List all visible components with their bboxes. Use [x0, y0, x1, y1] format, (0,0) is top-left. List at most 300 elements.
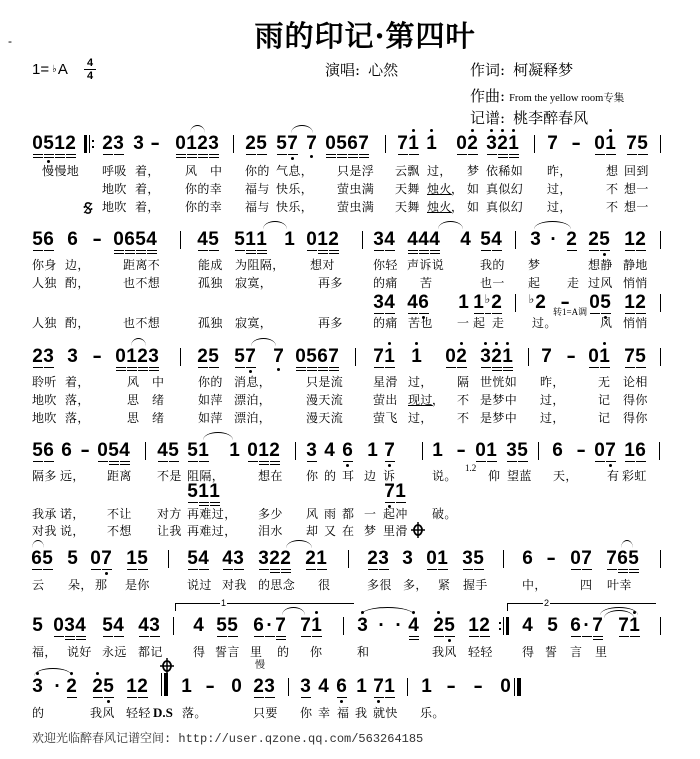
- note-symbol: 0: [231, 676, 242, 697]
- rest: [445, 347, 456, 367]
- underline: [571, 636, 581, 637]
- barline: [660, 550, 661, 568]
- note-symbol: -: [560, 292, 571, 313]
- lyric-text: 过，: [427, 164, 452, 178]
- underline: [276, 639, 286, 640]
- note-symbol: 1: [229, 440, 240, 461]
- underline: [246, 253, 256, 254]
- note: [347, 134, 358, 154]
- note: [253, 616, 264, 636]
- lyric-text: 酌，: [65, 276, 90, 290]
- underline: [147, 250, 157, 251]
- note-symbol: 5: [43, 133, 54, 154]
- underline: [33, 157, 43, 158]
- lyric-text: 永远: [102, 645, 127, 659]
- note-symbol: 4: [222, 548, 233, 569]
- underline: [492, 367, 502, 368]
- note-symbol: 3: [64, 615, 75, 636]
- lyric-text: 里: [250, 645, 263, 659]
- underline: [176, 157, 186, 158]
- note-group: [475, 441, 497, 461]
- note: [67, 549, 78, 569]
- note: [566, 230, 577, 250]
- underline: [374, 697, 384, 698]
- note: [599, 347, 610, 367]
- lyric-text: 是梦中: [480, 393, 518, 407]
- underline: [127, 569, 137, 570]
- lyric-text: 一: [457, 316, 470, 330]
- underline: [509, 154, 519, 155]
- note-group: [384, 441, 395, 461]
- underline: [487, 461, 497, 462]
- lyric-text: 过，: [408, 411, 433, 425]
- note: [157, 441, 168, 461]
- barline: [534, 135, 535, 153]
- note-symbol: 2: [635, 292, 646, 313]
- underline: [254, 697, 264, 698]
- note-symbol: 2: [497, 133, 508, 154]
- note-symbol: -: [92, 346, 103, 367]
- note-symbol: 3: [402, 548, 413, 569]
- lyric-text: 都: [342, 507, 355, 521]
- lyric-line: [0, 200, 700, 214]
- lyric-text: 漫天流: [306, 411, 344, 425]
- barline: [660, 135, 661, 153]
- lyric-text: 不让: [107, 507, 132, 521]
- octave-dot-above: [603, 342, 606, 345]
- note-symbol: 4: [407, 229, 418, 250]
- underline: [636, 367, 646, 368]
- duration-dash: [150, 134, 161, 154]
- underline: [474, 313, 484, 314]
- lyric-text: 梦: [528, 258, 541, 272]
- lyric-text: 是你: [125, 578, 150, 592]
- note: [149, 616, 160, 636]
- coda-icon: [411, 522, 425, 538]
- note-group: [566, 347, 577, 367]
- underline: [474, 569, 484, 570]
- underline: [492, 313, 502, 314]
- note-symbol: 6: [418, 292, 429, 313]
- dal-segno-instruction: D.S: [153, 705, 173, 720]
- rest: [115, 347, 126, 367]
- underline: [582, 636, 592, 637]
- underline: [158, 461, 168, 462]
- barline: [173, 617, 174, 635]
- rhythm-dot: [264, 616, 275, 636]
- octave-dot-below: [448, 639, 451, 642]
- note-group: [157, 441, 179, 461]
- note-group: [594, 134, 616, 154]
- note: [384, 347, 395, 367]
- underline: [593, 636, 603, 637]
- lyric-text: 星滑: [373, 375, 398, 389]
- octave-dot-below: [346, 464, 349, 467]
- note-group: [67, 230, 78, 250]
- lyric-line: [0, 276, 700, 290]
- note: [126, 549, 137, 569]
- lyric-text: 云飘: [395, 164, 420, 178]
- lyric-text: 孤独: [198, 276, 223, 290]
- note-symbol: 3: [480, 346, 491, 367]
- note: [187, 441, 198, 461]
- note-symbol: 7: [547, 133, 558, 154]
- lyric-text: 不: [457, 411, 470, 425]
- note: [480, 230, 491, 250]
- lyric-text: 落。: [182, 706, 207, 720]
- note: [468, 616, 479, 636]
- duration-dash: [446, 677, 457, 697]
- note: [31, 549, 42, 569]
- lyric-text: 过，: [547, 182, 572, 196]
- underline: [317, 569, 327, 570]
- note-group: [528, 293, 546, 313]
- octave-dot-above: [506, 342, 509, 345]
- note: [306, 347, 317, 367]
- underline: [235, 367, 245, 368]
- note-symbol: -: [150, 133, 161, 154]
- underline: [33, 250, 43, 251]
- note: [198, 549, 209, 569]
- note: [305, 549, 316, 569]
- lyric-text: 聆听: [32, 375, 57, 389]
- note-symbol: 0: [53, 615, 64, 636]
- note-group: [305, 549, 327, 569]
- underline: [379, 569, 389, 570]
- note-symbol: 0: [426, 548, 437, 569]
- lyric-text: 耳: [342, 469, 355, 483]
- note-group: [300, 616, 322, 636]
- barline: [528, 348, 529, 366]
- lyric-text: 漫天流: [306, 393, 344, 407]
- underline: [43, 569, 53, 570]
- annotation-text: 1.2: [465, 463, 477, 473]
- barline: [515, 231, 516, 249]
- underline: [187, 154, 197, 155]
- note-symbol: 2: [635, 229, 646, 250]
- note-symbol: 6: [43, 440, 54, 461]
- note-symbol: 1: [426, 133, 437, 154]
- note: [32, 441, 43, 461]
- underline: [630, 636, 640, 637]
- note: [32, 677, 43, 697]
- note: [113, 616, 124, 636]
- lyric-text: 就快: [373, 706, 398, 720]
- note-symbol: 3: [133, 133, 144, 154]
- octave-dot-above: [388, 342, 391, 345]
- note-symbol: 1: [421, 676, 432, 697]
- note: [600, 293, 611, 313]
- note-group: [193, 616, 204, 636]
- lyric-text: 快乐，: [276, 182, 314, 196]
- note-symbol: 7: [245, 346, 256, 367]
- note-symbol: 5: [137, 548, 148, 569]
- octave-dot-above: [430, 129, 433, 132]
- note-symbol: 3: [148, 346, 159, 367]
- note-group: [397, 134, 419, 154]
- note: [168, 441, 179, 461]
- note-symbol: 1: [502, 346, 513, 367]
- note-symbol: 7: [384, 440, 395, 461]
- underline: [595, 154, 605, 155]
- note-symbol: 1: [624, 292, 635, 313]
- note: [429, 230, 440, 250]
- barline: [422, 442, 423, 460]
- note-symbol: 1: [411, 346, 422, 367]
- note-symbol: 7: [581, 548, 592, 569]
- note: [146, 230, 157, 250]
- lyric-text: 却: [306, 524, 319, 538]
- note: [458, 293, 469, 313]
- lyric-text: 落，: [65, 411, 90, 425]
- rest: [325, 134, 336, 154]
- slur-tie: [438, 221, 463, 229]
- note-symbol: 5: [336, 133, 347, 154]
- note: [418, 230, 429, 250]
- note-symbol: 3: [233, 548, 244, 569]
- lyric-text: 为阻隔，: [235, 258, 285, 272]
- note-group: [187, 482, 220, 502]
- note: [245, 230, 256, 250]
- note: [284, 230, 295, 250]
- lyric-text: ，: [432, 393, 445, 407]
- note-symbol: 4: [384, 229, 395, 250]
- composer-label: 作曲:: [470, 87, 506, 105]
- note: [378, 549, 389, 569]
- underline: [582, 569, 592, 570]
- lyric-text: 过，: [408, 375, 433, 389]
- coda-icon: [160, 658, 174, 674]
- note-group: [547, 134, 558, 154]
- note: [624, 230, 635, 250]
- lyric-text: 言: [570, 645, 583, 659]
- octave-dot-above: [315, 611, 318, 614]
- underline: [116, 370, 126, 371]
- note-group: [571, 134, 582, 154]
- note-group: [408, 616, 419, 636]
- note-group: [473, 677, 484, 697]
- lyric-text: 你的: [245, 164, 270, 178]
- underline: [607, 569, 617, 570]
- note-symbol: 1: [54, 133, 65, 154]
- note: [432, 441, 443, 461]
- underline: [329, 253, 339, 254]
- lyric-text: 地吹: [102, 182, 127, 196]
- lyric-text: 你: [310, 645, 323, 659]
- note-symbol: -: [446, 676, 457, 697]
- note-symbol: 2: [467, 133, 478, 154]
- lyric-text: 彩虹: [622, 469, 647, 483]
- note-symbol: -: [80, 440, 91, 461]
- note: [367, 441, 378, 461]
- lyric-text: 里滑: [383, 524, 408, 538]
- note-symbol: 0: [90, 548, 101, 569]
- lyric-text: 你轻: [373, 258, 398, 272]
- lyric-line: [0, 578, 700, 592]
- note-symbol: 2: [269, 440, 280, 461]
- lyric-text: 乐。: [420, 706, 445, 720]
- lyric-text: 寂寞，: [235, 276, 273, 290]
- note-group: [480, 230, 502, 250]
- underline: [281, 572, 291, 573]
- note: [328, 230, 339, 250]
- lyric-text: 有: [607, 469, 620, 483]
- lyric-line: [0, 316, 700, 330]
- note: [234, 347, 245, 367]
- note-group: [624, 230, 646, 250]
- note-group: [67, 549, 78, 569]
- lyric-text: 起: [473, 316, 486, 330]
- note-symbol: 1: [599, 346, 610, 367]
- note-symbol: 3: [378, 548, 389, 569]
- note-group: [460, 230, 471, 250]
- lyric-text: 和: [357, 645, 370, 659]
- barline: [295, 442, 296, 460]
- lyric-text: 边: [364, 469, 377, 483]
- note-symbol: 6: [124, 229, 135, 250]
- note-symbol: 4: [197, 229, 208, 250]
- note-group: [324, 441, 335, 461]
- underline: [120, 464, 130, 465]
- lyric-text: 梦: [364, 524, 377, 538]
- note: [275, 616, 286, 636]
- underline: [359, 154, 369, 155]
- note: [137, 677, 148, 697]
- note-group: [253, 677, 275, 697]
- barline: [515, 294, 516, 312]
- note-symbol: 6: [342, 440, 353, 461]
- note-group: [32, 230, 54, 250]
- note: [280, 549, 291, 569]
- note: [473, 549, 484, 569]
- lyric-text: 如: [467, 182, 480, 196]
- lyric-text: 雨: [324, 507, 337, 521]
- underline: [257, 250, 267, 251]
- note-group: [126, 549, 148, 569]
- note-symbol: 2: [245, 133, 256, 154]
- note: [233, 549, 244, 569]
- underline: [329, 367, 339, 368]
- lyric-text: 想在: [258, 469, 283, 483]
- octave-dot-above: [96, 672, 99, 675]
- octave-dot-below: [105, 572, 108, 575]
- note-symbol: 1: [245, 229, 256, 250]
- note: [486, 134, 497, 154]
- lyric-line: [0, 393, 700, 407]
- underline: [419, 313, 429, 314]
- underline: [138, 569, 148, 570]
- lyric-text: 仰: [488, 469, 501, 483]
- lyric-text: 昨，: [540, 375, 565, 389]
- slur-tie: [361, 607, 414, 615]
- lyric-text: 我承: [32, 507, 57, 521]
- note-symbol: 4: [460, 229, 471, 250]
- rest: [295, 347, 306, 367]
- underline: [44, 154, 54, 155]
- note: [491, 293, 502, 313]
- underline: [136, 253, 146, 254]
- note-symbol: 1: [356, 676, 367, 697]
- note: [317, 230, 328, 250]
- note-symbol: 0: [325, 133, 336, 154]
- rest: [570, 549, 581, 569]
- lyric-line: [0, 375, 700, 389]
- underline: [318, 370, 328, 371]
- note-symbol: 4: [157, 440, 168, 461]
- note-group: [548, 230, 559, 250]
- note-group: [588, 230, 610, 250]
- note-group: [222, 549, 244, 569]
- lyric-text: 真似幻: [486, 182, 524, 196]
- lyric-text: 快乐，: [276, 200, 314, 214]
- note-symbol: 4: [193, 615, 204, 636]
- note-symbol: 5: [628, 548, 639, 569]
- underline: [463, 569, 473, 570]
- slur-tie: [190, 125, 205, 133]
- notation-line: [0, 549, 700, 569]
- note-symbol: 1: [284, 229, 295, 250]
- lyric-text: 走: [567, 276, 580, 290]
- note: [43, 441, 54, 461]
- time-denominator: 4: [86, 70, 94, 82]
- note-group: [566, 230, 577, 250]
- note-symbol: 0: [500, 676, 511, 697]
- slur-tie: [203, 432, 233, 440]
- note-symbol: 4: [138, 615, 149, 636]
- lyric-line: [0, 164, 700, 178]
- lyric-text: 叶幸: [607, 578, 632, 592]
- note: [486, 441, 497, 461]
- note: [629, 616, 640, 636]
- lyric-text: 过，: [540, 393, 565, 407]
- note: [433, 616, 444, 636]
- underline: [307, 461, 317, 462]
- note: [626, 134, 637, 154]
- lyric-text: 天舞: [395, 200, 420, 214]
- note-group: [318, 677, 329, 697]
- underline: [398, 154, 408, 155]
- underline: [248, 461, 258, 462]
- note-group: [234, 347, 256, 367]
- note-symbol: 1: [126, 676, 137, 697]
- rest: [475, 441, 486, 461]
- octave-dot-above: [512, 129, 515, 132]
- note: [373, 293, 384, 313]
- underline: [492, 250, 502, 251]
- notation-line: [0, 482, 700, 502]
- underline: [109, 461, 119, 462]
- note-group: [426, 134, 437, 154]
- underline: [209, 250, 219, 251]
- note-symbol: 3: [113, 133, 124, 154]
- underline: [270, 461, 280, 462]
- lyric-text: 起冲: [383, 507, 408, 521]
- note-symbol: 7: [624, 346, 635, 367]
- note-symbol: 5: [637, 133, 648, 154]
- note-symbol: ♭: [528, 292, 535, 306]
- underline: [337, 154, 347, 155]
- lyric-text: 想静: [588, 258, 613, 272]
- composer-name: From the yellow room专集: [509, 93, 625, 104]
- underline: [127, 697, 137, 698]
- note: [227, 616, 238, 636]
- underline: [138, 370, 148, 371]
- note-symbol: 7: [592, 615, 603, 636]
- underline: [109, 464, 119, 465]
- note: [316, 549, 327, 569]
- lyric-text: 不: [457, 393, 470, 407]
- lyric-text: 多，: [403, 578, 428, 592]
